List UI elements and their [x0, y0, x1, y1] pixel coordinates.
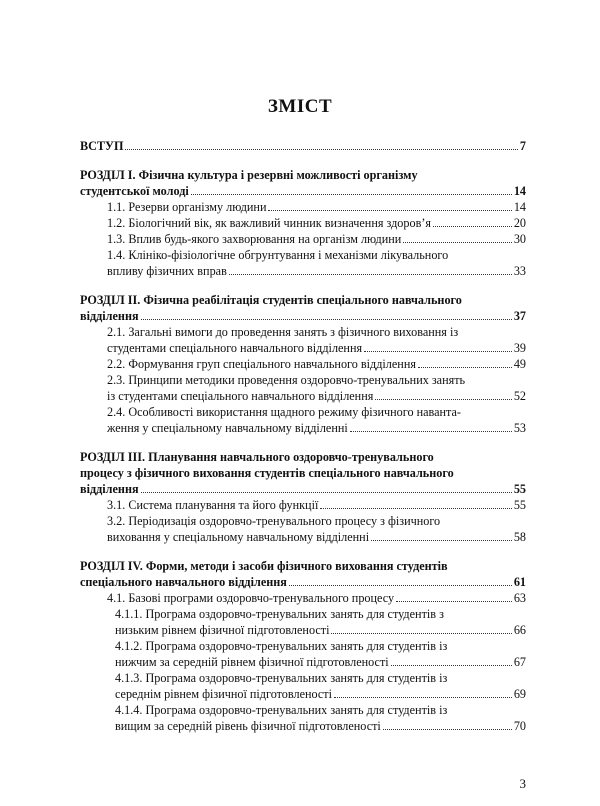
dot-leader: [141, 319, 512, 320]
chapter-heading[interactable]: [80, 292, 526, 324]
toc-entry-title: студентами спеціального навчального відділення: [107, 341, 363, 355]
toc-entry-line: 2.1. Загальні вимоги до проведення занять з фізичного виховання із: [107, 325, 459, 339]
chapter-page: 61: [513, 575, 526, 589]
toc-entry-page: 58: [513, 530, 526, 544]
toc-chapter: [80, 167, 526, 279]
dot-leader: [391, 665, 512, 666]
toc-intro: [80, 138, 526, 154]
toc-entry-title: низьким рівнем фізичної підготовленості: [115, 623, 330, 637]
chapter-heading-text: спеціального навчального відділення: [80, 575, 287, 589]
toc-entry-title: 1.2. Біологічний вік, як важливий чинник визначення здоров’я: [107, 216, 432, 230]
toc-entry-title: ження у спеціальному навчальному відділенні: [107, 421, 348, 435]
toc-entry[interactable]: [80, 138, 526, 154]
toc-entry[interactable]: [80, 590, 526, 606]
toc-entry-line: 4.1.2. Програма оздоровчо-тренувальних занять для студентів із: [115, 639, 448, 653]
toc-entry-page: 70: [513, 719, 526, 733]
toc-entry-line: [115, 654, 526, 670]
chapter-heading-text: відділення: [80, 309, 139, 323]
chapter-heading-text: відділення: [80, 482, 139, 496]
chapter-heading-line: РОЗДІЛ IV. Форми, методи і засоби фізичного виховання студентів: [80, 559, 448, 573]
toc-chapter: [80, 292, 526, 436]
toc-entry[interactable]: [80, 670, 526, 702]
toc-entry-page: 30: [513, 232, 526, 246]
toc-entry-title: ВСТУП: [80, 139, 124, 153]
toc-entry-page: 66: [513, 623, 526, 637]
chapter-heading-line: РОЗДІЛ I. Фізична культура і резервні можливості організму: [80, 168, 418, 182]
toc-entry[interactable]: [80, 372, 526, 404]
toc-entry-title: 4.1. Базові програми оздоровчо-тренувального процесу: [107, 591, 395, 605]
toc-entry-line: [115, 622, 526, 638]
toc-entry-page: 52: [513, 389, 526, 403]
toc-entry[interactable]: [80, 215, 526, 231]
toc-entry-page: 39: [513, 341, 526, 355]
toc-entry[interactable]: [80, 231, 526, 247]
dot-leader: [191, 194, 512, 195]
dot-leader: [320, 508, 511, 509]
toc-entry-title: впливу фізичних вправ: [107, 264, 227, 278]
dot-leader: [383, 729, 512, 730]
toc-entry-page: 14: [513, 200, 526, 214]
toc-entry-line: 3.2. Періодизація оздоровчо-тренувального процесу з фізичного: [107, 514, 441, 528]
page-title: ЗМІСТ: [267, 96, 333, 117]
toc-entry[interactable]: [80, 513, 526, 545]
chapter-heading-line: РОЗДІЛ III. Планування навчального оздоровчо-тренувального: [80, 450, 434, 464]
toc-entry-line: [115, 686, 526, 702]
toc-entry-page: 49: [513, 357, 526, 371]
chapter-page: 55: [513, 482, 526, 496]
toc-entry[interactable]: [80, 199, 526, 215]
toc-entry[interactable]: [80, 702, 526, 734]
toc-entry[interactable]: [80, 404, 526, 436]
chapter-heading-line: РОЗДІЛ II. Фізична реабілітація студентів спеціального навчального: [80, 293, 462, 307]
chapter-heading-line: [80, 574, 526, 590]
toc-entry-line: [107, 199, 526, 215]
toc-entry-line: 1.4. Клініко-фізіологічне обгрунтування і механізми лікувального: [107, 248, 449, 262]
toc-chapter: [80, 449, 526, 545]
dot-leader: [371, 540, 512, 541]
toc-entry-page: 7: [519, 139, 526, 153]
toc-entry-page: 33: [513, 264, 526, 278]
toc-entry-line: 2.3. Принципи методики проведення оздоровчо-тренувальних занять: [107, 373, 466, 387]
toc-entry-line: [107, 356, 526, 372]
page-number: 3: [519, 776, 526, 791]
dot-leader: [289, 585, 512, 586]
toc-entry-page: 69: [513, 687, 526, 701]
chapter-heading-line: [80, 481, 526, 497]
toc-entry-line: [107, 263, 526, 279]
dot-leader: [125, 149, 517, 150]
dot-leader: [364, 351, 512, 352]
dot-leader: [268, 210, 511, 211]
chapter-heading-line: процесу з фізичного виховання студентів спеціального навчального: [80, 466, 454, 480]
toc-entry[interactable]: [80, 247, 526, 279]
toc-entry-page: 20: [513, 216, 526, 230]
toc-entry-title: нижчим за середній рівнем фізичної підготовленості: [115, 655, 389, 669]
toc-entry-line: [107, 340, 526, 356]
toc-entry-line: 4.1.1. Програма оздоровчо-тренувальних занять для студентів з: [115, 607, 444, 621]
toc-entry-line: [107, 590, 526, 606]
chapter-heading[interactable]: [80, 167, 526, 199]
toc-entry[interactable]: [80, 356, 526, 372]
dot-leader: [396, 601, 512, 602]
dot-leader: [350, 431, 512, 432]
toc-entry-line: 2.4. Особливості використання щадного режиму фізичного наванта-: [107, 405, 461, 419]
toc-chapter: [80, 558, 526, 734]
chapter-heading-line: [80, 308, 526, 324]
chapter-heading[interactable]: [80, 449, 526, 497]
toc-entry-line: [107, 497, 526, 513]
dot-leader: [334, 697, 512, 698]
chapter-heading-text: студентської молоді: [80, 184, 189, 198]
toc-entry-title: вищим за середній рівень фізичної підготовленості: [115, 719, 381, 733]
dot-leader: [375, 399, 511, 400]
toc-entry-page: 53: [513, 421, 526, 435]
dot-leader: [403, 242, 512, 243]
toc-entry-line: [107, 215, 526, 231]
toc-entry-title: виховання у спеціальному навчальному відділенні: [107, 530, 370, 544]
toc-entry-line: [107, 388, 526, 404]
toc-entry-page: 55: [513, 498, 526, 512]
toc-entry-title: середнім рівнем фізичної підготовленості: [115, 687, 333, 701]
toc-entry-line: [115, 718, 526, 734]
toc-entry-title: із студентами спеціального навчального відділення: [107, 389, 374, 403]
chapter-page: 14: [513, 184, 526, 198]
toc-entry[interactable]: [80, 324, 526, 356]
toc-entry[interactable]: [80, 497, 526, 513]
dot-leader: [433, 226, 512, 227]
dot-leader: [418, 367, 512, 368]
chapter-page: 37: [513, 309, 526, 323]
toc-entry-title: 2.2. Формування груп спеціального навчального відділення: [107, 357, 416, 371]
toc-entry-page: 63: [513, 591, 526, 605]
toc-entry-title: 1.3. Вплив будь-якого захворювання на організм людини: [107, 232, 402, 246]
toc-entry-page: 67: [513, 655, 526, 669]
table-of-contents: [80, 138, 526, 747]
toc-entry-line: 4.1.3. Програма оздоровчо-тренувальних занять для студентів із: [115, 671, 448, 685]
toc-entry[interactable]: [80, 606, 526, 638]
dot-leader: [141, 492, 512, 493]
toc-entry-title: 1.1. Резерви організму людини: [107, 200, 267, 214]
toc-entry-title: 3.1. Система планування та його функції: [107, 498, 319, 512]
dot-leader: [331, 633, 511, 634]
chapter-heading[interactable]: [80, 558, 526, 590]
toc-entry[interactable]: [80, 638, 526, 670]
dot-leader: [229, 274, 512, 275]
toc-entry-line: [107, 529, 526, 545]
toc-entry-line: 4.1.4. Програма оздоровчо-тренувальних занять для студентів із: [115, 703, 448, 717]
toc-entry-line: [107, 231, 526, 247]
toc-entry-line: [107, 420, 526, 436]
chapter-heading-line: [80, 183, 526, 199]
